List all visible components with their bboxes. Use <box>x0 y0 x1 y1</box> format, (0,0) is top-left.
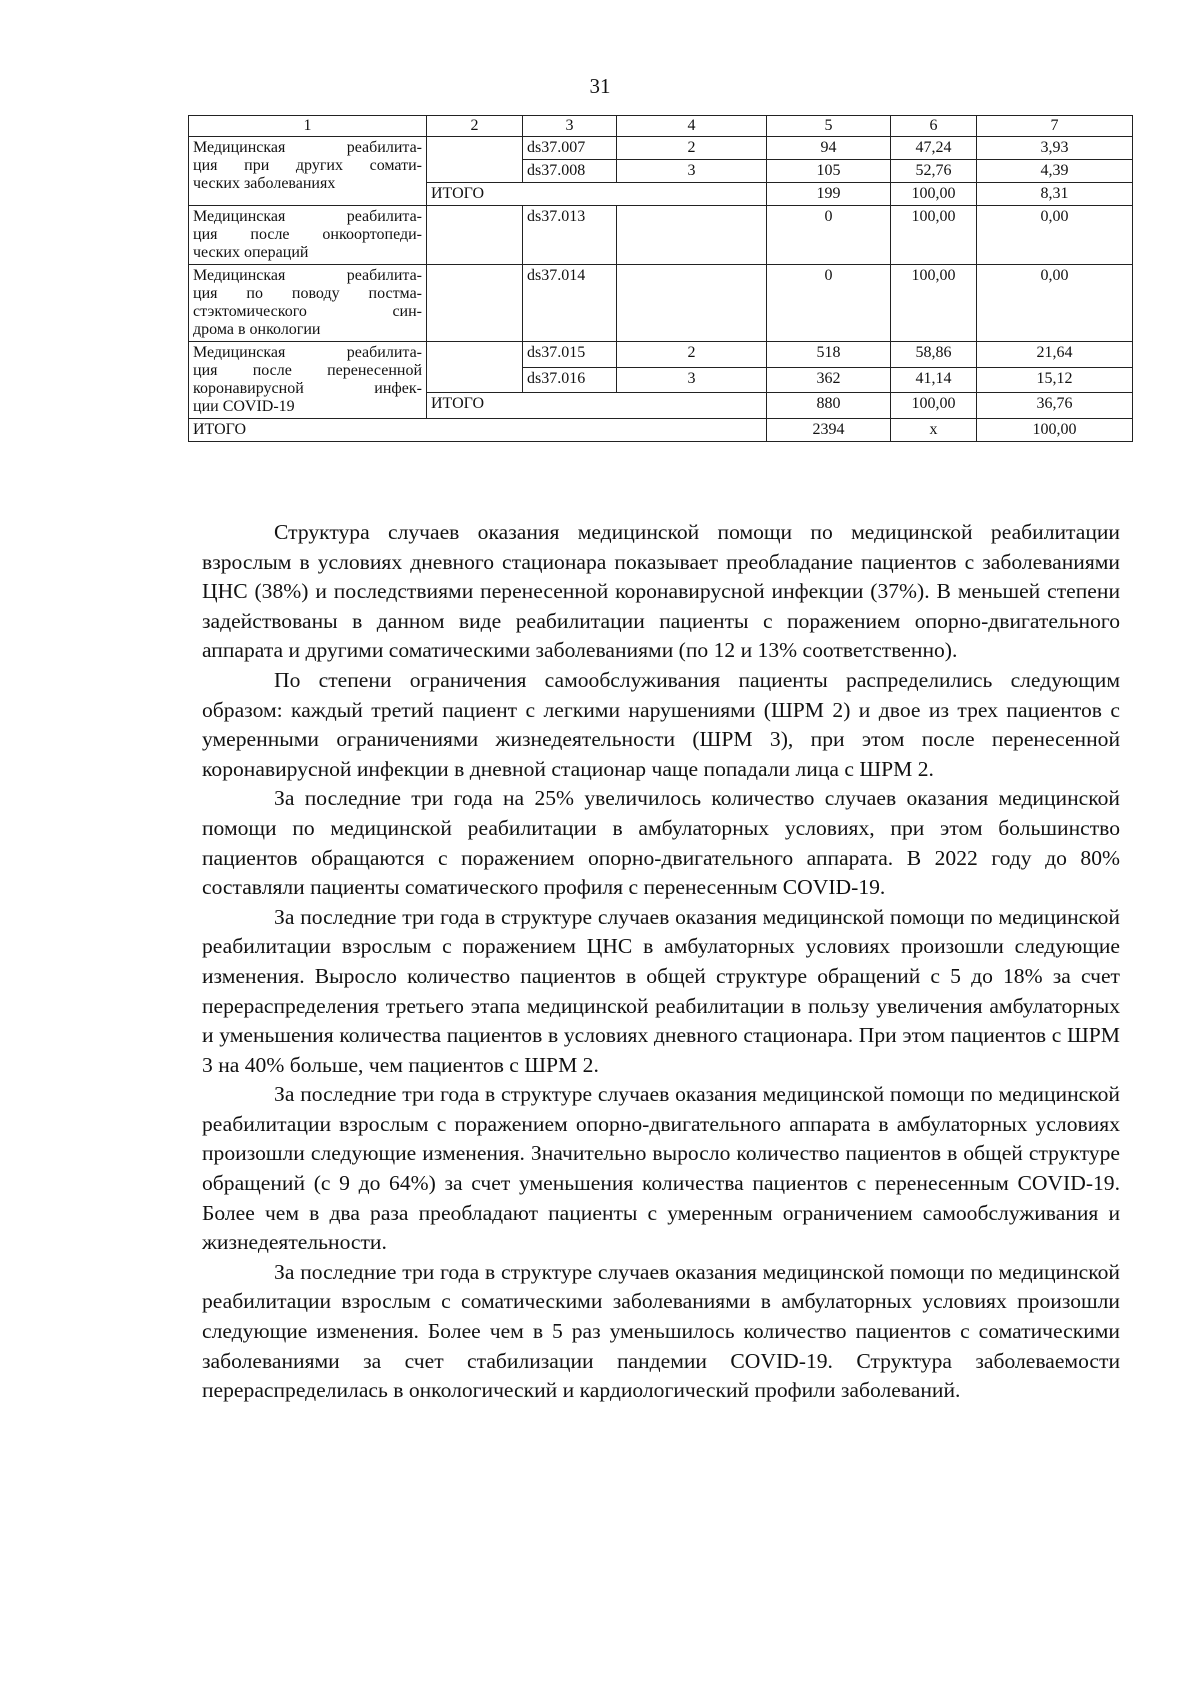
share-cell: 15,12 <box>977 367 1133 393</box>
cases-cell: 362 <box>767 367 891 393</box>
header-cell: 6 <box>891 116 977 137</box>
group-name-line: ция после перенесенной <box>193 362 422 379</box>
group-name-line: ция по поводу постма- <box>193 285 422 302</box>
page-number: 31 <box>589 74 611 98</box>
shrm-cell <box>617 206 767 265</box>
percent-cell: 100,00 <box>891 393 977 419</box>
cases-cell: 880 <box>767 393 891 419</box>
group-name-cell <box>189 206 427 265</box>
shrm-cell: 2 <box>617 137 767 160</box>
share-cell: 8,31 <box>977 183 1133 206</box>
group-name-cell <box>189 137 427 206</box>
empty-cell <box>427 342 523 393</box>
group-name-cell <box>189 265 427 342</box>
shrm-cell: 3 <box>617 160 767 183</box>
share-cell: 0,00 <box>977 265 1133 342</box>
code-cell: ds37.008 <box>523 160 617 183</box>
group-name-line: стэктомического син- <box>193 303 422 320</box>
group-name-line: коронавирусной инфек- <box>193 380 422 397</box>
paragraph: Структура случаев оказания медицинской помощи по медицинской реабилитации взрослым в условиях дневного стационара показывает преобладание пациентов с заболеваниями ЦНС (38%) и последствиями перенесенной коронавирусной инфекции (37%). В меньшей степени задействованы в данном виде реабилитации пациенты с поражением опорно-двигательного аппарата и другими соматическими заболеваниями (по 12 и 13% соответственно). <box>202 520 1120 663</box>
paragraph: За последние три года в структуре случаев оказания медицинской помощи по медицинской реабилитации взрослым с поражением опорно-двигательного аппарата в амбулаторных условиях произошли следующие изменения. Значительно выросло количество пациентов в общей структуре обращений (с 9 до 64%) за счет уменьшения количества пациентов с перенесенным COVID-19. Более чем в два раза преобладают пациенты с умеренным ограничением самообслуживания и жизнедеятельности. <box>202 1082 1120 1255</box>
table-row <box>189 342 1133 368</box>
percent-cell: 100,00 <box>891 183 977 206</box>
empty-cell <box>427 206 523 265</box>
percent-cell: 100,00 <box>891 206 977 265</box>
code-cell: ds37.007 <box>523 137 617 160</box>
group-name-line: дрома в онкологии <box>193 321 321 338</box>
percent-cell: 41,14 <box>891 367 977 393</box>
code-cell: ds37.014 <box>523 265 617 342</box>
rehab-cases-table <box>188 115 1133 442</box>
header-cell: 5 <box>767 116 891 137</box>
group-name-line: ции COVID-19 <box>193 398 295 415</box>
group-name-cell <box>189 342 427 419</box>
cases-cell: 2394 <box>767 419 891 442</box>
table-row <box>189 206 1133 265</box>
shrm-cell: 2 <box>617 342 767 368</box>
paragraph: По степени ограничения самообслуживания пациенты распределились следующим образом: каждый третий пациент с легкими нарушениями (ШРМ 2) и двое из трех пациентов с умеренными ограничениями жизнедеятельности (ШРМ 3), при этом после перенесенной коронавирусной инфекции в дневной стационар чаще попадали лица с ШРМ 2. <box>202 667 1120 781</box>
cases-cell: 199 <box>767 183 891 206</box>
share-cell: 100,00 <box>977 419 1133 442</box>
group-name-line: ция при других сомати- <box>193 157 422 174</box>
cases-cell: 94 <box>767 137 891 160</box>
cases-cell: 0 <box>767 265 891 342</box>
percent-cell: 58,86 <box>891 342 977 368</box>
share-cell: 3,93 <box>977 137 1133 160</box>
percent-cell: 100,00 <box>891 265 977 342</box>
table-header-row <box>189 116 1133 137</box>
cases-cell: 0 <box>767 206 891 265</box>
shrm-cell: 3 <box>617 367 767 393</box>
paragraph: За последние три года в структуре случаев оказания медицинской помощи по медицинской реабилитации взрослым с соматическими заболеваниями в амбулаторных условиях произошли следующие изменения. Более чем в 5 раз уменьшилось количество пациентов с соматическими заболеваниями за счет стабилизации пандемии COVID-19. Структура заболеваемости перераспределилась в онкологический и кардиологический профили заболеваний. <box>202 1259 1120 1403</box>
percent-cell: 52,76 <box>891 160 977 183</box>
shrm-cell <box>617 265 767 342</box>
group-name-line: ция после онкоортопеди- <box>193 226 422 243</box>
header-cell: 4 <box>617 116 767 137</box>
paragraph: За последние три года на 25% увеличилось количество случаев оказания медицинской помощи по медицинской реабилитации в амбулаторных условиях, при этом большинство пациентов обращаются с поражением опорно-двигательного аппарата. В 2022 году до 80% составляли пациенты соматического профиля с перенесенным COVID-19. <box>202 786 1120 900</box>
grand-total-row <box>189 419 1133 442</box>
group-name-line: Медицинская реабилита- <box>193 139 422 156</box>
grand-total-label: ИТОГО <box>189 419 767 442</box>
code-cell: ds37.015 <box>523 342 617 368</box>
subtotal-label: ИТОГО <box>427 393 767 419</box>
cases-cell: 518 <box>767 342 891 368</box>
share-cell: 21,64 <box>977 342 1133 368</box>
code-cell: ds37.016 <box>523 367 617 393</box>
code-cell: ds37.013 <box>523 206 617 265</box>
share-cell: 0,00 <box>977 206 1133 265</box>
header-cell: 2 <box>427 116 523 137</box>
group-name-line: Медицинская реабилита- <box>193 344 422 361</box>
group-name-line: ческих заболеваниях <box>193 175 336 192</box>
group-name-line: Медицинская реабилита- <box>193 267 422 284</box>
paragraph: За последние три года в структуре случаев оказания медицинской помощи по медицинской реабилитации взрослым с поражением ЦНС в амбулаторных условиях произошли следующие изменения. Выросло количество пациентов в общей структуре обращений с 5 до 18% за счет перераспределения третьего этапа медицинской реабилитации в пользу увеличения амбулаторных и уменьшения количества пациентов в условиях дневного стационара. При этом пациентов с ШРМ 3 на 40% больше, чем пациентов с ШРМ 2. <box>202 904 1120 1077</box>
percent-cell: x <box>891 419 977 442</box>
subtotal-label: ИТОГО <box>427 183 767 206</box>
body-text <box>202 518 1120 1406</box>
percent-cell: 47,24 <box>891 137 977 160</box>
header-cell: 1 <box>189 116 427 137</box>
group-name-line: ческих операций <box>193 244 309 261</box>
header-cell: 7 <box>977 116 1133 137</box>
group-name-line: Медицинская реабилита- <box>193 208 422 225</box>
share-cell: 36,76 <box>977 393 1133 419</box>
empty-cell <box>427 265 523 342</box>
cases-cell: 105 <box>767 160 891 183</box>
table-row <box>189 265 1133 342</box>
share-cell: 4,39 <box>977 160 1133 183</box>
table-row <box>189 137 1133 160</box>
header-cell: 3 <box>523 116 617 137</box>
empty-cell <box>427 137 523 183</box>
